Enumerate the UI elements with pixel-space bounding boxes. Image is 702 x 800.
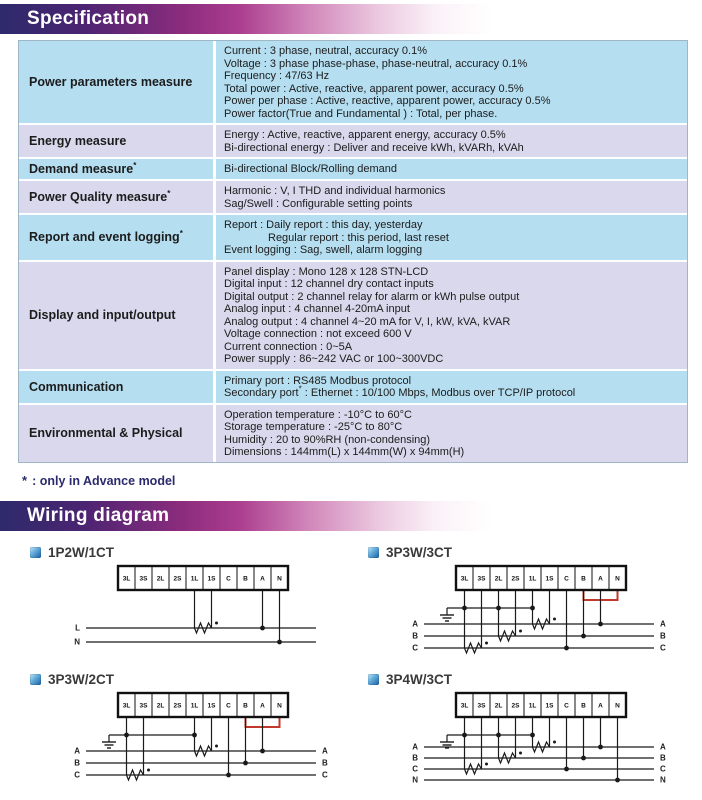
polarity-dot [147, 768, 150, 771]
blue-square-bullet-icon [30, 674, 41, 685]
diagram-title-label: 3P4W/3CT [386, 672, 453, 687]
phase-line-label: A [412, 619, 418, 629]
terminal-label: 3L [460, 574, 469, 582]
phase-line [412, 753, 666, 762]
terminal-label: 1S [207, 701, 216, 709]
spec-line: Report : Daily report : this day, yesterday [224, 219, 423, 231]
diagram-title [30, 544, 366, 562]
phase-line-label: C [412, 764, 418, 774]
spec-line: Energy : Active, reactive, apparent energy, accuracy 0.5% [224, 129, 506, 141]
terminal-label: 1S [545, 574, 554, 582]
spec-row [19, 215, 687, 262]
spec-row [19, 371, 687, 405]
phase-line-label: C [74, 770, 80, 780]
spec-line: Digital input : 12 channel dry contact inputs [224, 278, 434, 290]
diagram-title [30, 671, 366, 689]
terminal-label: A [598, 574, 603, 582]
diagram-title-label: 1P2W/1CT [48, 545, 115, 560]
spec-line: Humidity : 20 to 90%RH (non-condensing) [224, 433, 431, 446]
specification-header [0, 4, 702, 34]
asterisk-note: * [179, 229, 183, 239]
spec-line: Digital output : 2 channel relay for alarm or kWh pulse output [224, 290, 520, 303]
terminal-label: B [243, 574, 248, 582]
spec-row [19, 262, 687, 371]
spec-row-label: Communication [19, 371, 216, 403]
phase-line-label: B [660, 753, 666, 763]
wiring-diagram [30, 544, 366, 667]
spec-line: Power per phase : Active, reactive, apparent power, accuracy 0.5% [224, 95, 551, 107]
spec-line: Operation temperature : -10°C to 60°C [224, 408, 412, 421]
spec-line: Current connection : 0~5A [224, 340, 353, 353]
spec-row-label: Power parameters measure [19, 41, 216, 123]
terminal-label: 3S [477, 574, 486, 582]
wiring-title: Wiring diagram [27, 504, 170, 526]
spec-row-content [216, 215, 687, 260]
voltage-tap [564, 717, 569, 771]
polarity-dot [553, 740, 556, 743]
voltage-tap [243, 717, 248, 765]
spec-line: Bi-directional energy : Deliver and receive kWh, kVARh, kVAh [224, 141, 524, 154]
spec-line: Current : 3 phase, neutral, accuracy 0.1% [224, 45, 427, 57]
wiring-diagram-svg [368, 562, 702, 662]
ct-symbol [195, 717, 219, 756]
ct-symbol [533, 590, 557, 629]
terminal-strip [456, 566, 626, 590]
phase-line-label: A [660, 742, 666, 752]
phase-line-label: A [322, 746, 328, 756]
terminal-strip [456, 693, 626, 717]
spec-row [19, 159, 687, 181]
terminal-label: 3L [460, 701, 469, 709]
polarity-dot [519, 751, 522, 754]
phase-line-label: L [75, 623, 80, 633]
spec-line: Harmonic : V, I THD and individual harmonics [224, 185, 446, 197]
polarity-dot [519, 629, 522, 632]
terminal-label: C [564, 574, 569, 582]
terminal-label: N [277, 574, 282, 582]
terminal-label: B [581, 701, 586, 709]
wiring-diagram [368, 544, 702, 667]
spec-line: Event logging : Sag, swell, alarm logging [224, 244, 423, 256]
voltage-tap [260, 590, 265, 630]
asterisk-note: * [298, 384, 302, 394]
phase-line-label: C [412, 643, 418, 653]
spec-row-label: Display and input/output [19, 262, 216, 369]
terminal-label: 2L [494, 701, 503, 709]
spec-row [19, 125, 687, 159]
diagram-title-label: 3P3W/2CT [48, 672, 115, 687]
asterisk-note: * [133, 160, 137, 170]
ct-symbol [499, 590, 523, 641]
diagram-title [368, 544, 702, 562]
phase-line [412, 631, 666, 640]
phase-line-label: B [660, 631, 666, 641]
ct-symbol [195, 590, 219, 633]
diagram-title-label: 3P3W/3CT [386, 545, 453, 560]
phase-line-label: A [660, 619, 666, 629]
spec-line: Analog input : 4 channel 4-20mA input [224, 303, 410, 315]
voltage-tap [598, 590, 603, 626]
spec-row-content [216, 159, 687, 179]
voltage-tap [564, 590, 569, 650]
spec-row-content [216, 262, 687, 369]
specification-title: Specification [27, 8, 150, 29]
terminal-label: 3L [122, 701, 131, 709]
spec-line: Secondary port* : Ethernet : 10/100 Mbps, Modbus over TCP/IP protocol [224, 384, 576, 399]
spec-line: Voltage : 3 phase phase-phase, phase-neutral, accuracy 0.1% [224, 57, 528, 70]
spec-row-label: Power Quality measure* [19, 181, 216, 213]
spec-row [19, 181, 687, 215]
terminal-label: 1S [545, 701, 554, 709]
spec-line: Voltage connection : not exceed 600 V [224, 328, 412, 340]
terminal-label: A [260, 701, 265, 709]
ct-symbol [465, 590, 489, 653]
spec-line: Total power : Active, reactive, apparent power, accuracy 0.5% [224, 82, 524, 95]
phase-line [412, 643, 666, 652]
terminal-label: 2S [511, 574, 520, 582]
terminal-label: C [564, 701, 569, 709]
ground-connection [102, 735, 195, 748]
blue-square-bullet-icon [30, 547, 41, 558]
wiring-header [0, 501, 702, 531]
spec-row-content [216, 41, 687, 123]
voltage-tap [598, 717, 603, 749]
polarity-dot [553, 617, 556, 620]
phase-line-label: B [322, 758, 328, 768]
terminal-label: C [226, 701, 231, 709]
ct-symbol [465, 717, 489, 774]
spec-line: Sag/Swell : Configurable setting points [224, 197, 413, 210]
polarity-dot [485, 641, 488, 644]
polarity-dot [215, 621, 218, 624]
phase-line-label: N [412, 775, 418, 785]
footnote-asterisk: * [22, 472, 28, 488]
phase-line-label: A [74, 746, 80, 756]
blue-square-bullet-icon [368, 547, 379, 558]
ground-connection [440, 735, 533, 748]
terminal-label: 2S [173, 701, 182, 709]
spec-row-content [216, 125, 687, 157]
footnote [22, 473, 702, 488]
spec-line: Analog output : 4 channel 4~20 mA for V, I, kW, kVA, kVAR [224, 315, 511, 328]
phase-line-label: N [74, 637, 80, 647]
phase-line-label: B [412, 631, 418, 641]
spec-line: Bi-directional Block/Rolling demand [224, 163, 398, 175]
specification-table [18, 40, 688, 463]
wiring-diagram [368, 671, 702, 794]
spec-line: Power supply : 86~242 VAC or 100~300VDC [224, 353, 444, 365]
terminal-label: 3S [139, 574, 148, 582]
terminal-label: 2L [156, 701, 165, 709]
voltage-tap [277, 590, 282, 644]
wiring-diagram-svg [30, 562, 366, 662]
phase-line-label: C [660, 764, 666, 774]
polarity-dot [215, 744, 218, 747]
phase-line-label: N [660, 775, 666, 785]
spec-row [19, 405, 687, 462]
spec-line: Storage temperature : -25°C to 80°C [224, 421, 403, 433]
terminal-strip [118, 566, 288, 590]
terminal-label: 2L [156, 574, 165, 582]
spec-line: Power factor(True and Fundamental ) : Total, per phase. [224, 107, 498, 120]
spec-row-label: Energy measure [19, 125, 216, 157]
spec-row-label: Report and event logging* [19, 215, 216, 260]
terminal-label: A [260, 574, 265, 582]
spec-row-content [216, 405, 687, 462]
wiring-diagrams [0, 531, 702, 800]
phase-line [74, 770, 328, 779]
footnote-text: : only in Advance model [32, 473, 176, 488]
terminal-label: 1S [207, 574, 216, 582]
ct-symbol [127, 717, 151, 780]
spec-row-label: Demand measure* [19, 159, 216, 179]
spec-line: Regular report : this period, last reset [268, 231, 449, 244]
voltage-tap [226, 717, 231, 777]
blue-square-bullet-icon [368, 674, 379, 685]
ct-symbol [499, 717, 523, 763]
voltage-tap [581, 590, 586, 638]
terminal-label: A [598, 701, 603, 709]
diagram-title [368, 671, 702, 689]
terminal-label: N [615, 574, 620, 582]
wiring-diagram-svg [30, 689, 366, 789]
spec-row [19, 41, 687, 125]
phase-line [74, 758, 328, 767]
terminal-label: 1L [190, 701, 199, 709]
terminal-label: C [226, 574, 231, 582]
terminal-label: B [243, 701, 248, 709]
terminal-label: 3L [122, 574, 131, 582]
asterisk-note: * [167, 188, 171, 198]
wiring-diagram-svg [368, 689, 702, 789]
terminal-label: 2L [494, 574, 503, 582]
terminal-label: 3S [139, 701, 148, 709]
spec-line: Panel display : Mono 128 x 128 STN-LCD [224, 265, 429, 278]
spec-row-content [216, 371, 687, 403]
phase-line-label: B [412, 753, 418, 763]
terminal-label: B [581, 574, 586, 582]
phase-line-label: B [74, 758, 80, 768]
terminal-label: 1L [190, 574, 199, 582]
spec-row-content [216, 181, 687, 213]
phase-line [412, 764, 666, 773]
wiring-diagram [30, 671, 366, 794]
terminal-label: N [615, 701, 620, 709]
terminal-label: 2S [511, 701, 520, 709]
voltage-tap [260, 717, 265, 753]
spec-row-label: Environmental & Physical [19, 405, 216, 462]
phase-line-label: C [322, 770, 328, 780]
spec-line: Dimensions : 144mm(L) x 144mm(W) x 94mm(H) [224, 446, 465, 458]
voltage-tap [581, 717, 586, 760]
voltage-tap [615, 717, 620, 782]
terminal-label: 1L [528, 574, 537, 582]
spec-line: Frequency : 47/63 Hz [224, 70, 330, 82]
ground-connection [440, 608, 533, 621]
terminal-strip [118, 693, 288, 717]
spec-line: Primary port : RS485 Modbus protocol [224, 374, 412, 387]
phase-line-label: A [412, 742, 418, 752]
terminal-label: 3S [477, 701, 486, 709]
terminal-label: 1L [528, 701, 537, 709]
phase-line-label: C [660, 643, 666, 653]
terminal-label: N [277, 701, 282, 709]
polarity-dot [485, 762, 488, 765]
terminal-label: 2S [173, 574, 182, 582]
